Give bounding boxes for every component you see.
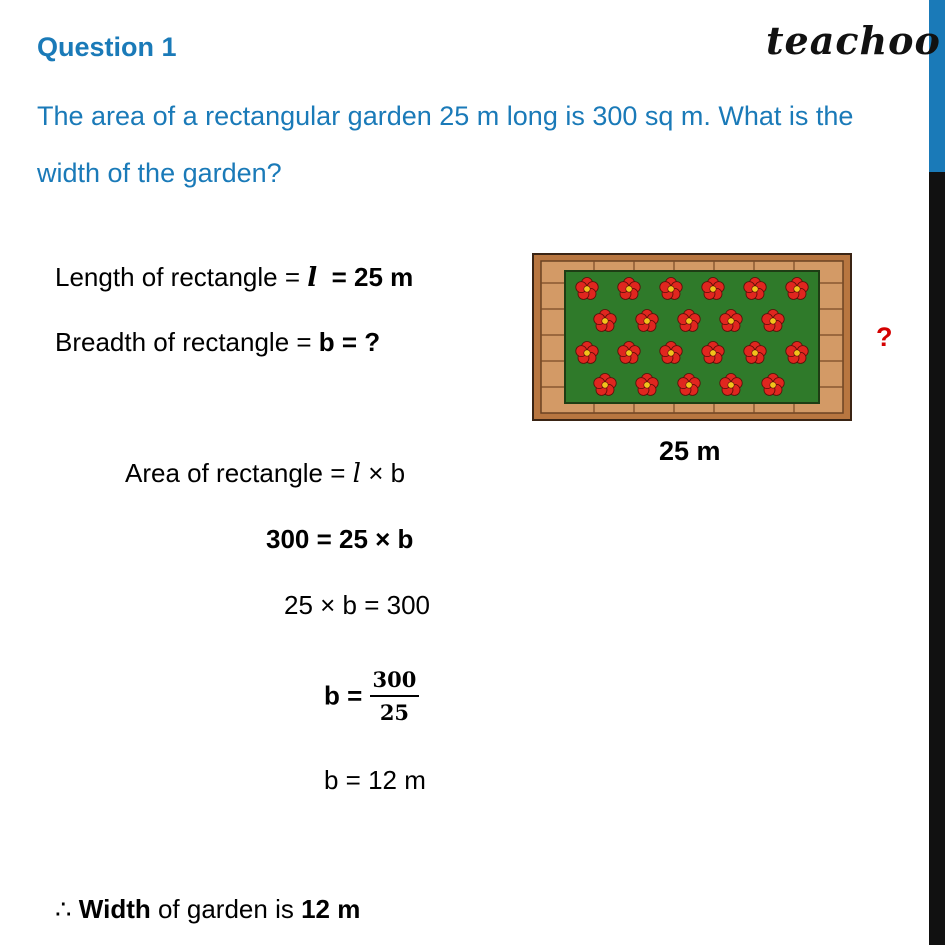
step-2: 25 × b = 300 bbox=[284, 590, 431, 620]
fraction-lhs: b = bbox=[324, 680, 370, 711]
fraction-numerator: 300 bbox=[370, 667, 420, 697]
conclusion-width: Width bbox=[78, 894, 151, 924]
question-title: Question 1 bbox=[37, 32, 177, 62]
length-dimension-label: 25 m bbox=[659, 436, 721, 466]
area-prefix: Area of rectangle = bbox=[125, 458, 353, 488]
length-value: = 25 m bbox=[331, 262, 414, 292]
breadth-line bbox=[55, 327, 380, 358]
fraction bbox=[370, 667, 420, 725]
therefore-symbol: ∴ bbox=[55, 894, 72, 924]
area-l-symbol: l bbox=[352, 459, 361, 489]
conclusion bbox=[55, 894, 360, 925]
conclusion-middle: of garden is bbox=[150, 894, 302, 924]
breadth-prefix: Breadth of rectangle = bbox=[55, 327, 319, 357]
teachoo-logo: teachoo bbox=[766, 18, 941, 63]
length-line bbox=[55, 262, 413, 293]
step-1: 300 = 25 × b bbox=[266, 524, 414, 554]
question-text: The area of a rectangular garden 25 m long is 300 sq m. What is the width of the garden? bbox=[37, 101, 854, 188]
length-symbol: l bbox=[307, 263, 318, 293]
garden-illustration bbox=[532, 253, 852, 421]
area-formula bbox=[125, 458, 405, 489]
step-3-fraction bbox=[324, 667, 419, 725]
conclusion-answer: 12 m bbox=[301, 894, 361, 924]
unknown-width-label: ? bbox=[876, 322, 893, 352]
breadth-value: b = ? bbox=[318, 327, 381, 357]
length-prefix: Length of rectangle = bbox=[55, 262, 308, 292]
step-4: b = 12 m bbox=[324, 765, 426, 795]
area-suffix: × b bbox=[360, 458, 406, 488]
fraction-denominator: 25 bbox=[379, 700, 410, 725]
